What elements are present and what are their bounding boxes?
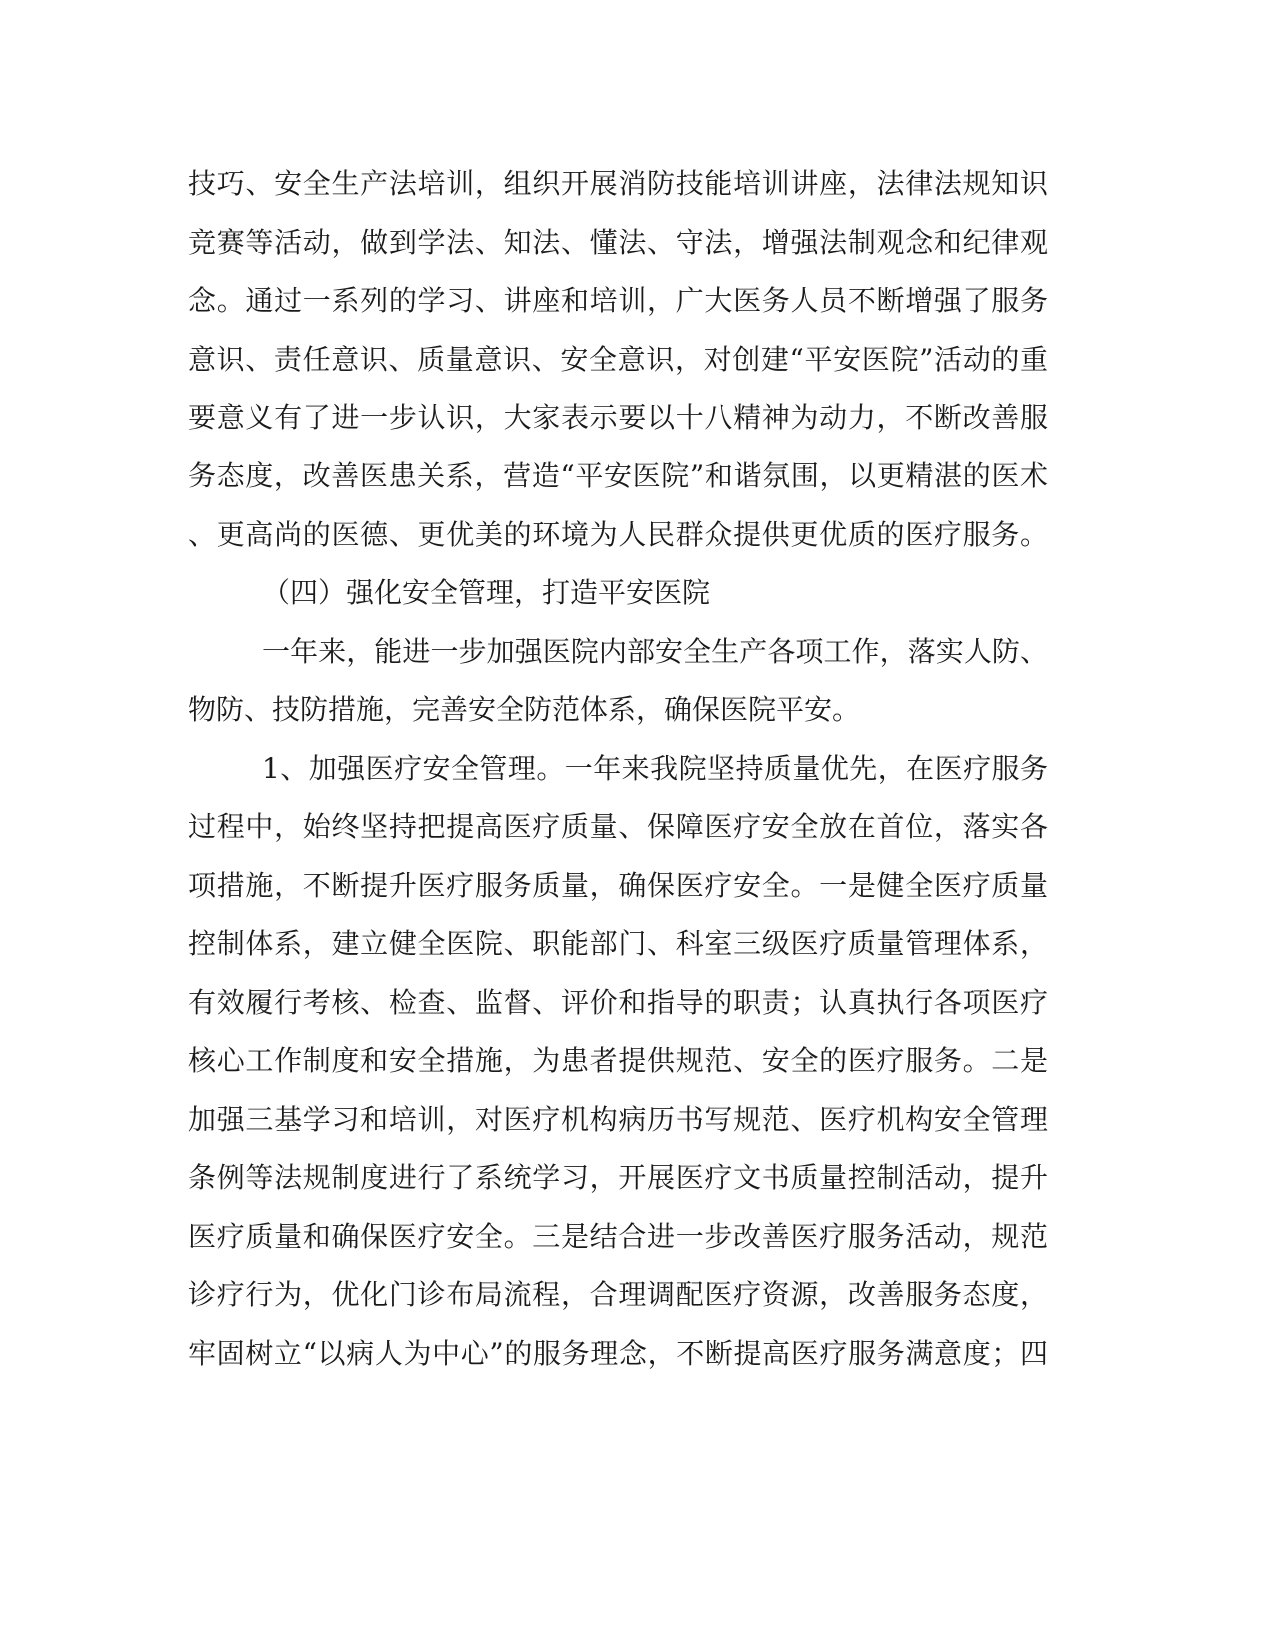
text-line: 诊疗行为，优化门诊布局流程，合理调配医疗资源，改善服务态度， <box>188 1278 1048 1311</box>
section-heading: （四）强化安全管理，打造平安医院 <box>262 576 711 609</box>
text-line: 物防、技防措施，完善安全防范体系，确保医院平安。 <box>188 693 861 726</box>
text-line: 意识、责任意识、质量意识、安全意识，对创建“平安医院”活动的重 <box>188 343 1048 376</box>
text-line: 条例等法规制度进行了系统学习，开展医疗文书质量控制活动，提升 <box>188 1161 1048 1194</box>
text-line: 核心工作制度和安全措施，为患者提供规范、安全的医疗服务。二是 <box>188 1044 1048 1077</box>
text-line: 控制体系，建立健全医院、职能部门、科室三级医疗质量管理体系， <box>188 927 1048 960</box>
text-line: 念。通过一系列的学习、讲座和培训，广大医务人员不断增强了服务 <box>188 284 1048 317</box>
text-line: 竞赛等活动，做到学法、知法、懂法、守法，增强法制观念和纪律观 <box>188 226 1048 259</box>
text-line: 项措施，不断提升医疗服务质量，确保医疗安全。一是健全医疗质量 <box>188 869 1048 902</box>
text-line: 一年来，能进一步加强医院内部安全生产各项工作，落实人防、 <box>262 635 1048 668</box>
text-line: 过程中，始终坚持把提高医疗质量、保障医疗安全放在首位，落实各 <box>188 810 1048 843</box>
text-line: 务态度，改善医患关系，营造“平安医院”和谐氛围，以更精湛的医术 <box>188 459 1048 492</box>
text-line: 1、加强医疗安全管理。一年来我院坚持质量优先，在医疗服务 <box>262 752 1048 785</box>
text-line: 牢固树立“以病人为中心”的服务理念，不断提高医疗服务满意度；四 <box>188 1337 1048 1370</box>
text-line: 、更高尚的医德、更优美的环境为人民群众提供更优质的医疗服务。 <box>188 518 1048 551</box>
text-line: 有效履行考核、检查、监督、评价和指导的职责；认真执行各项医疗 <box>188 986 1048 1019</box>
text-line: 医疗质量和确保医疗安全。三是结合进一步改善医疗服务活动，规范 <box>188 1220 1048 1253</box>
text-line: 加强三基学习和培训，对医疗机构病历书写规范、医疗机构安全管理 <box>188 1103 1048 1136</box>
text-line: 技巧、安全生产法培训，组织开展消防技能培训讲座，法律法规知识 <box>188 167 1048 200</box>
text-line: 要意义有了进一步认识，大家表示要以十八精神为动力，不断改善服 <box>188 401 1048 434</box>
